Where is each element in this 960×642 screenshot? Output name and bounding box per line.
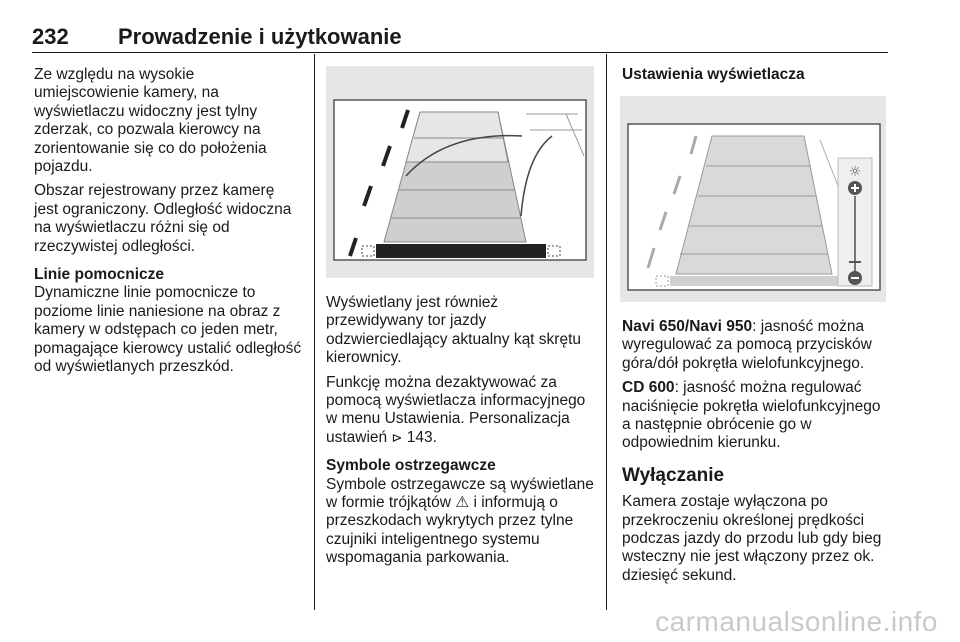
page-title: Prowadzenie i użytkowanie [118,24,402,49]
section-heading: Ustawienia wyświetlacza [622,66,805,83]
page-reference: 143. [406,428,437,446]
paragraph [326,374,596,448]
arrow-reference-icon: ⊳ [391,429,403,445]
watermark: carmanualsonline.info [655,606,938,637]
paragraph: Kamera zostaje wyłączona po przekroczeniu określonej prędkości podczas jazdy do przodu lub gdy bieg wsteczny nie jest włączony przez ok. dziesięć sekund. [622,493,882,584]
paragraph-text: : jasność można wyregulować za pomocą przycisków góra/dół pokrętła wielofunkcyjnego. [622,318,872,372]
model-label: Navi 650/Navi 950 [622,318,753,335]
paragraph-text: : jasność można regulować naciśnięcie pokrętła wielofunkcyjnego a następnie obrócenie go w odpowiednim kierunku. [622,379,881,452]
rear-bumper [670,276,848,286]
column-divider [314,54,315,610]
column-left [34,66,302,383]
section-heading: Linie pomocnicze [34,266,165,284]
paragraph [326,476,596,568]
sun-icon: ☼ [848,164,862,180]
paragraph: Obszar rejestrowany przez kamerę jest ograniczony. Odległość widoczna na wyświetlaczu różni się od rzeczywistej odległości. [34,182,292,255]
paragraph: Ze względu na wysokie umiejscowienie kamery, na wyświetlaczu widoczny jest tylny zderzak, co pozwala kierowcy na zorientowanie się co do położenia pojazdu. [34,66,267,176]
display-settings-illustration [620,96,886,302]
display-settings-figure [620,96,886,302]
warning-triangle-icon: ⚠ [455,494,470,512]
paragraph [622,318,892,373]
paragraph-text: Funkcję można dezaktywować za pomocą wyświetlacza informacyjnego w menu Ustawienia. Personalizacja ustawień [326,373,586,446]
paragraph-text: Symbole ostrzegawcze są wyświetlane w formie trójkątów [326,475,594,512]
rear-bumper [376,244,546,258]
column-right [622,318,892,591]
column-divider [606,54,607,610]
paragraph [622,379,892,453]
section-heading: Symbole ostrzegawcze [326,457,496,475]
page-header [32,20,888,53]
column-middle [326,294,596,574]
rear-camera-illustration [326,66,594,278]
paragraph: Wyświetlany jest również przewidywany tor jazdy odzwierciedlający aktualny kąt skrętu kierownicy. [326,294,582,367]
page-number: 232 [32,24,69,49]
paragraph-text: i informują o przeszkodach wykrytych przez tylne czujniki inteligentnego systemu wspomagania parkowania. [326,494,574,567]
section-heading: Wyłączanie [622,464,725,486]
model-label: CD 600 [622,379,675,397]
paragraph: Dynamiczne linie pomocnicze to poziome linie naniesione na obraz z kamery w odstępach co jeden metr, pomagające kierowcy ustalić odległość od wyświetlanych przeszkód. [34,284,302,376]
column-right-top [622,66,890,84]
rear-camera-figure [326,66,594,278]
